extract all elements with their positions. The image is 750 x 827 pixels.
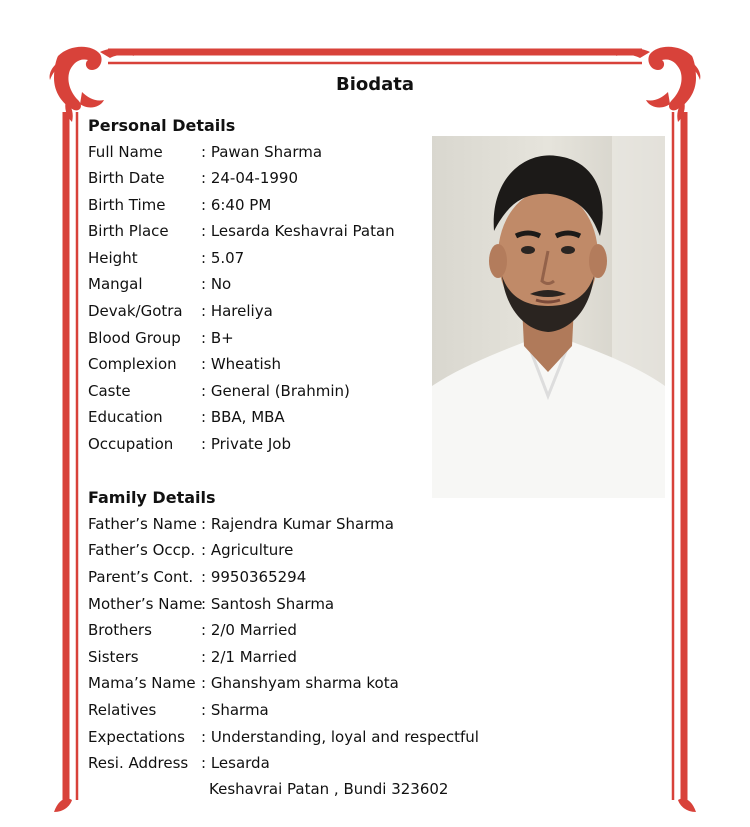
- list-item: [88, 328, 234, 348]
- field-label: Height: [88, 249, 138, 267]
- field-label: Parent’s Cont.: [88, 568, 194, 586]
- field-value: : No: [201, 275, 232, 293]
- list-item: [88, 407, 285, 427]
- list-item: [88, 221, 395, 241]
- list-item: [88, 594, 334, 614]
- field-label: Expectations: [88, 728, 185, 746]
- field-label: Blood Group: [88, 329, 181, 347]
- field-label: Full Name: [88, 143, 163, 161]
- field-value: : B+: [201, 329, 234, 347]
- field-label: Mangal: [88, 275, 143, 293]
- list-item: [88, 248, 244, 268]
- list-item: [88, 195, 271, 215]
- field-label: Caste: [88, 382, 131, 400]
- field-value: : General (Brahmin): [201, 382, 350, 400]
- list-item: [88, 567, 306, 587]
- field-label: Birth Place: [88, 222, 169, 240]
- field-label: Education: [88, 408, 163, 426]
- list-item: [88, 540, 293, 560]
- page-title: Biodata: [335, 74, 415, 95]
- list-item: [88, 647, 297, 667]
- field-label: Brothers: [88, 621, 152, 639]
- list-item: [88, 700, 269, 720]
- field-value: : BBA, MBA: [201, 408, 285, 426]
- field-value: : Wheatish: [201, 355, 281, 373]
- field-label: Mama’s Name: [88, 674, 196, 692]
- field-label: Father’s Name: [88, 515, 197, 533]
- address-line-2: Keshavrai Patan , Bundi 323602: [209, 780, 449, 798]
- list-item: [88, 673, 399, 693]
- field-value: : Ghanshyam sharma kota: [201, 674, 399, 692]
- field-label: Occupation: [88, 435, 174, 453]
- list-item: [88, 142, 322, 162]
- field-value: : Santosh Sharma: [201, 595, 335, 613]
- field-label: Complexion: [88, 355, 177, 373]
- list-item: [88, 381, 350, 401]
- field-value: : 6:40 PM: [201, 196, 272, 214]
- field-value: : Agriculture: [201, 541, 294, 559]
- list-item: [88, 620, 297, 640]
- field-value: : Rajendra Kumar Sharma: [201, 515, 394, 533]
- list-item: [88, 727, 479, 747]
- field-value: : Private Job: [201, 435, 292, 453]
- field-value: : 2/1 Married: [201, 648, 297, 666]
- field-value: : 5.07: [201, 249, 245, 267]
- field-label: Birth Date: [88, 169, 165, 187]
- list-item: [88, 514, 394, 534]
- family-details-heading: Family Details: [88, 488, 216, 507]
- field-value: : Sharma: [201, 701, 269, 719]
- list-item: [88, 274, 231, 294]
- list-item: [88, 753, 270, 773]
- field-label: Resi. Address: [88, 754, 189, 772]
- field-value: : Lesarda Keshavrai Patan: [201, 222, 395, 240]
- field-value: : 24-04-1990: [201, 169, 298, 187]
- field-value: : 9950365294: [201, 568, 307, 586]
- personal-details-heading: Personal Details: [88, 116, 236, 135]
- profile-photo: [432, 136, 665, 498]
- field-value: : Hareliya: [201, 302, 273, 320]
- list-item: [88, 168, 298, 188]
- field-value: : Pawan Sharma: [201, 143, 323, 161]
- field-label: Father’s Occp.: [88, 541, 196, 559]
- field-label: Birth Time: [88, 196, 166, 214]
- field-value: : Understanding, loyal and respectful: [201, 728, 479, 746]
- field-label: Sisters: [88, 648, 139, 666]
- field-label: Mother’s Name: [88, 595, 203, 613]
- list-item: [88, 301, 273, 321]
- field-label: Relatives: [88, 701, 157, 719]
- field-value: : Lesarda: [201, 754, 270, 772]
- field-value: : 2/0 Married: [201, 621, 297, 639]
- list-item: [88, 434, 291, 454]
- list-item: [88, 354, 281, 374]
- field-label: Devak/Gotra: [88, 302, 183, 320]
